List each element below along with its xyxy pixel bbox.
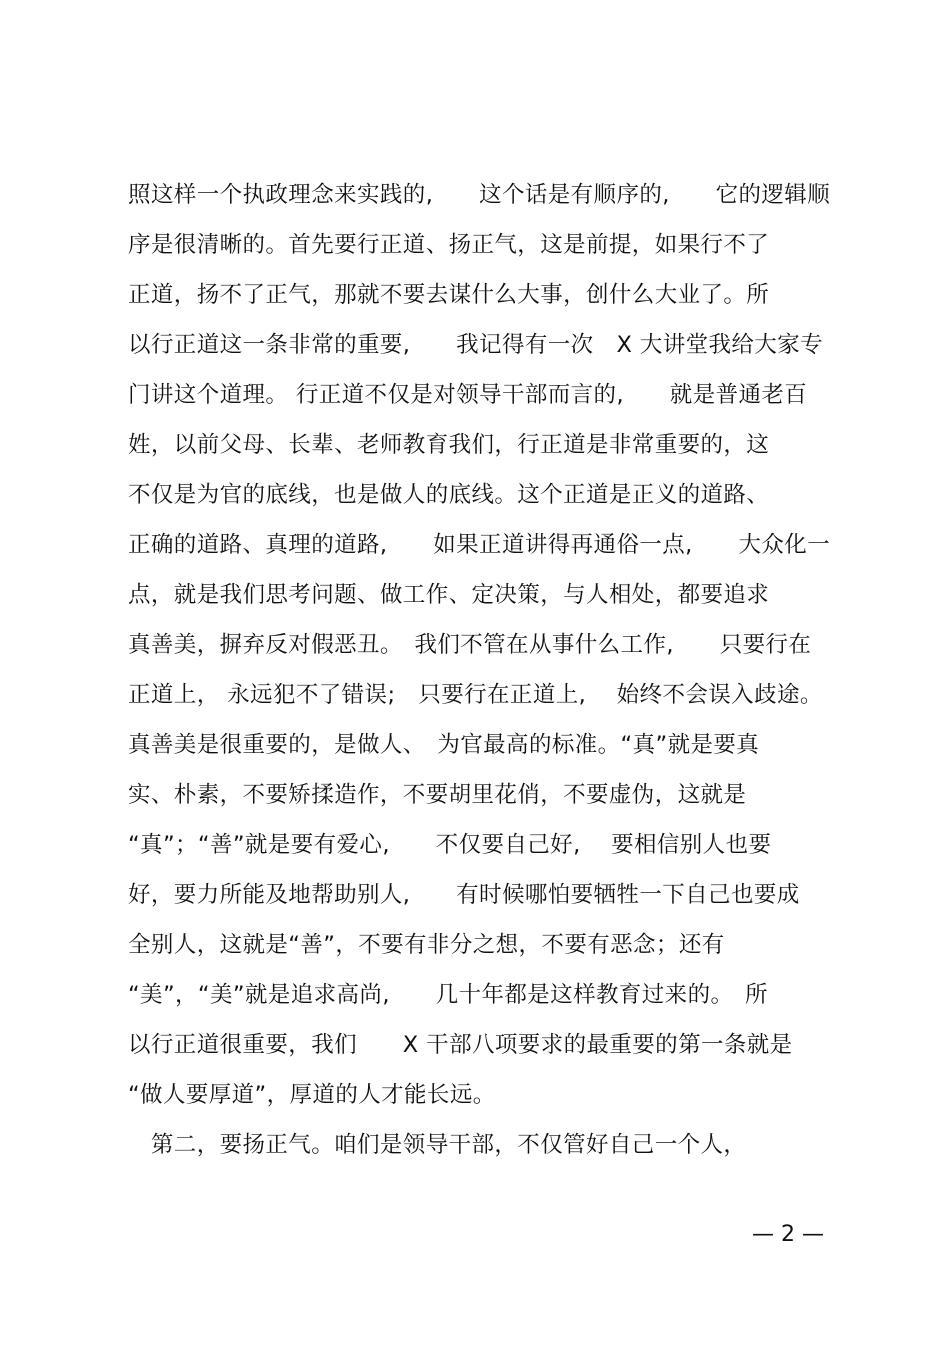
page-number: — 2 — — [752, 1222, 824, 1247]
body-text-line: 实、朴素，不要矫揉造作，不要胡里花俏，不要虚伪，这就是 — [128, 782, 747, 808]
body-text-line: 真善美是很重要的，是做人、 为官最高的标准。“真”就是要真 — [128, 732, 760, 758]
body-text-line: “美”，“美”就是追求高尚, 几十年都是这样教育过来的。 所 — [128, 982, 768, 1008]
body-text-line: 姓，以前父母、长辈、老师教育我们，行正道是非常重要的，这 — [128, 432, 770, 458]
body-text-line: 不仅是为官的底线，也是做人的底线。这个正道是正义的道路、 — [128, 482, 770, 508]
body-text-line: 好，要力所能及地帮助别人, 有时候哪怕要牺牲一下自己也要成 — [128, 882, 800, 908]
body-text-line: 正道，扬不了正气，那就不要去谋什么大事，创什么大业了。所 — [128, 282, 770, 308]
body-text-line: 序是很清晰的。首先要行正道、扬正气，这是前提，如果行不了 — [128, 232, 770, 258]
body-text-line: “真”；“善”就是要有爱心, 不仅要自己好, 要相信别人也要 — [128, 832, 772, 858]
body-text-line: “做人要厚道”，厚道的人才能长远。 — [128, 1082, 496, 1108]
body-text-line: 全别人，这就是“善”，不要有非分之想，不要有恶念；还有 — [128, 932, 725, 958]
body-text-line: 正确的道路、真理的道路, 如果正道讲得再通俗一点, 大众化一 — [128, 532, 831, 558]
body-text-line: 正道上， 永远犯不了错误; 只要行在正道上, 始终不会误入歧途。 — [128, 682, 823, 708]
body-text-line: 以行正道很重要，我们 X 干部八项要求的最重要的第一条就是 — [128, 1032, 793, 1058]
body-text-line: 门讲这个道理。 行正道不仅是对领导干部而言的, 就是普通老百 — [128, 382, 808, 408]
body-text-line: 第二，要扬正气。咱们是领导干部，不仅管好自己一个人， — [128, 1132, 747, 1158]
body-text-line: 照这样一个执政理念来实践的, 这个话是有顺序的, 它的逻辑顺 — [128, 182, 831, 208]
body-text-line: 点，就是我们思考问题、做工作、定决策，与人相处，都要追求 — [128, 582, 770, 608]
body-text-line: 以行正道这一条非常的重要, 我记得有一次 X 大讲堂我给大家专 — [128, 332, 824, 358]
body-text-line: 真善美，摒弃反对假恶丑。 我们不管在从事什么工作, 只要行在 — [128, 632, 812, 658]
